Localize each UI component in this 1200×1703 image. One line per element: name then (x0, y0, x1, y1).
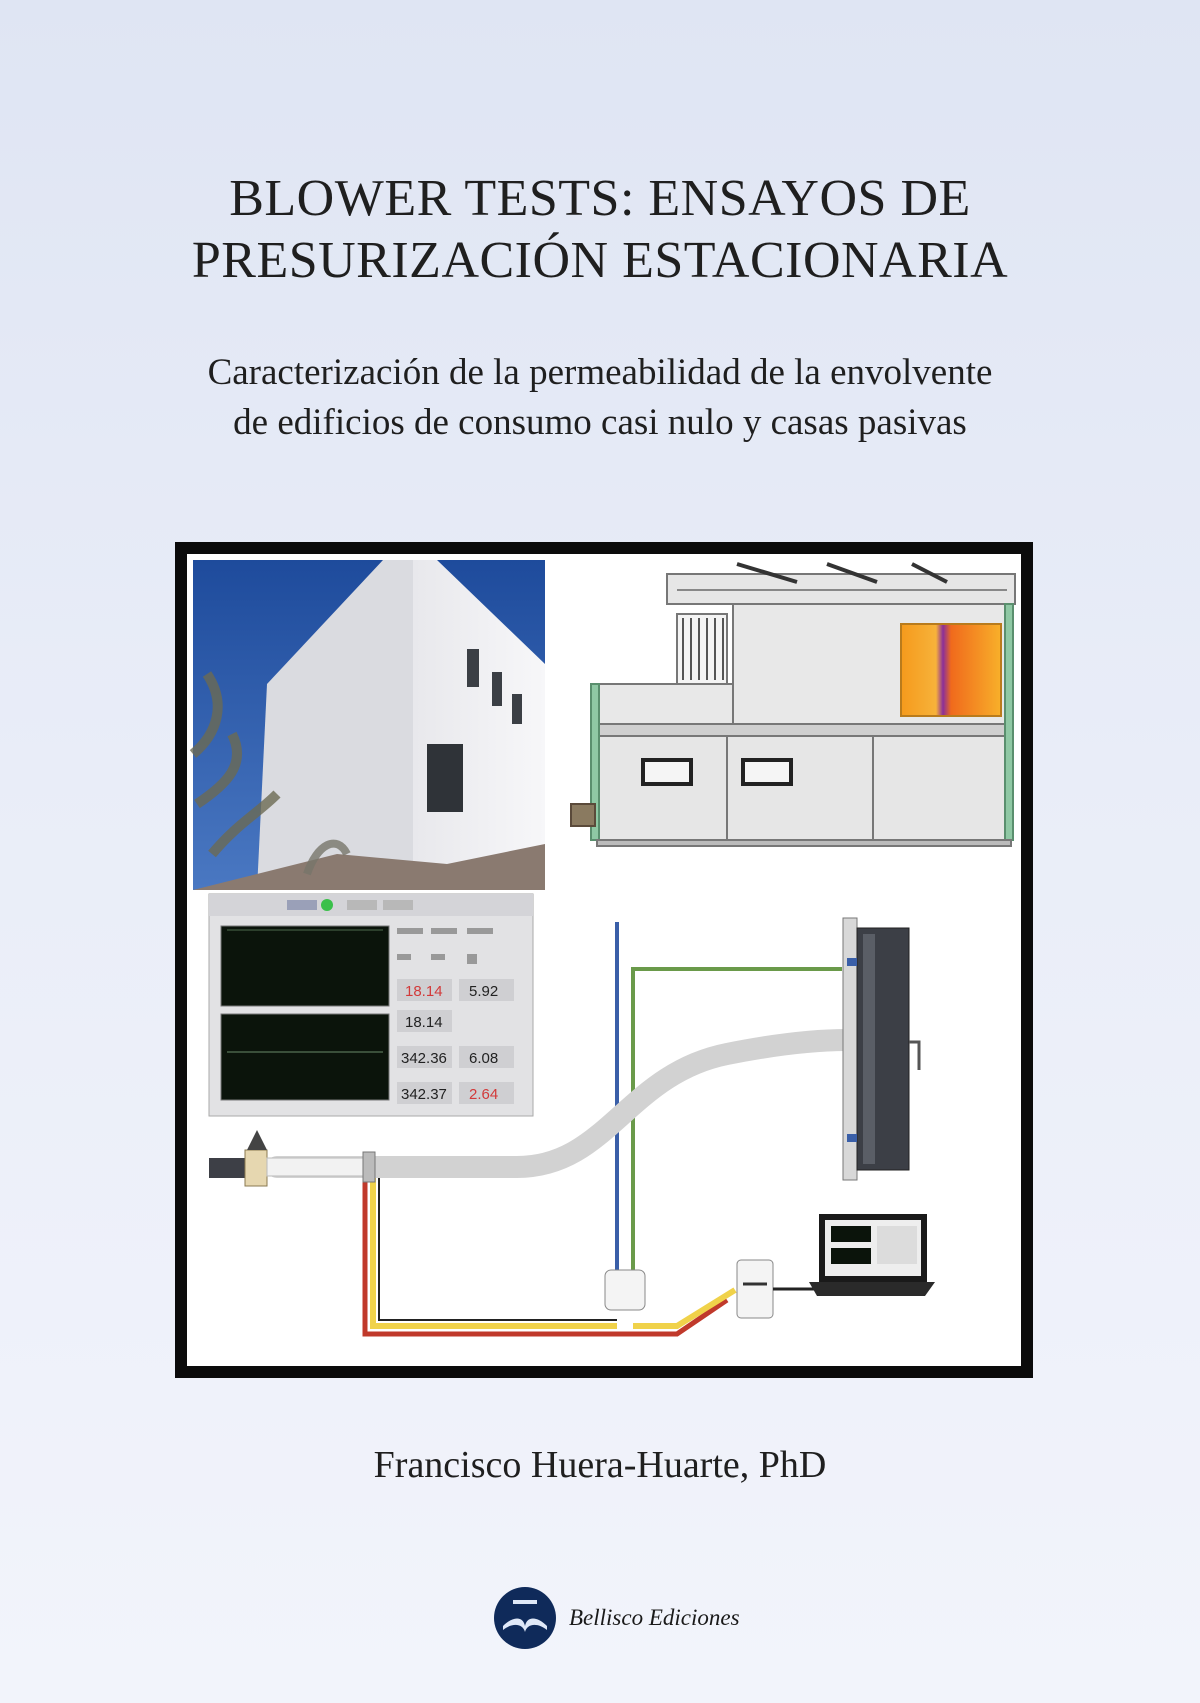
author-name: Francisco Huera-Huarte, PhD (373, 1444, 827, 1486)
readout-value-6: 342.37 (401, 1086, 447, 1103)
cover-subtitle-line-2: de edificios de consumo casi nulo y casas pasivas (233, 402, 967, 443)
readout-value-7: 2.64 (469, 1086, 499, 1103)
building-section-diagram (571, 564, 1015, 846)
readout-value-1: 18.14 (405, 983, 443, 1000)
cover-illustration-frame (175, 542, 1033, 1378)
readout-value-4: 342.36 (401, 1050, 447, 1067)
software-screenshot (209, 894, 533, 1116)
cover-subtitle-line-1: Caracterización de la permeabilidad de la envolvente (207, 352, 993, 393)
readout-value-2: 5.92 (469, 983, 499, 1000)
pressure-gauge (605, 1260, 773, 1318)
laptop-icon (773, 1214, 935, 1296)
blower-door-fan (843, 918, 919, 1180)
publisher-logo-icon (493, 1586, 557, 1650)
readout-value-3: 18.14 (405, 1014, 443, 1031)
readout-value-5: 6.08 (469, 1050, 499, 1067)
cover-title-line-2: PRESURIZACIÓN ESTACIONARIA (191, 232, 1009, 289)
cover-title-line-1: BLOWER TESTS: ENSAYOS DE (229, 170, 971, 227)
publisher-name: Bellisco Ediciones (569, 1605, 740, 1630)
publisher-block (493, 1586, 740, 1650)
building-photo (193, 560, 545, 890)
